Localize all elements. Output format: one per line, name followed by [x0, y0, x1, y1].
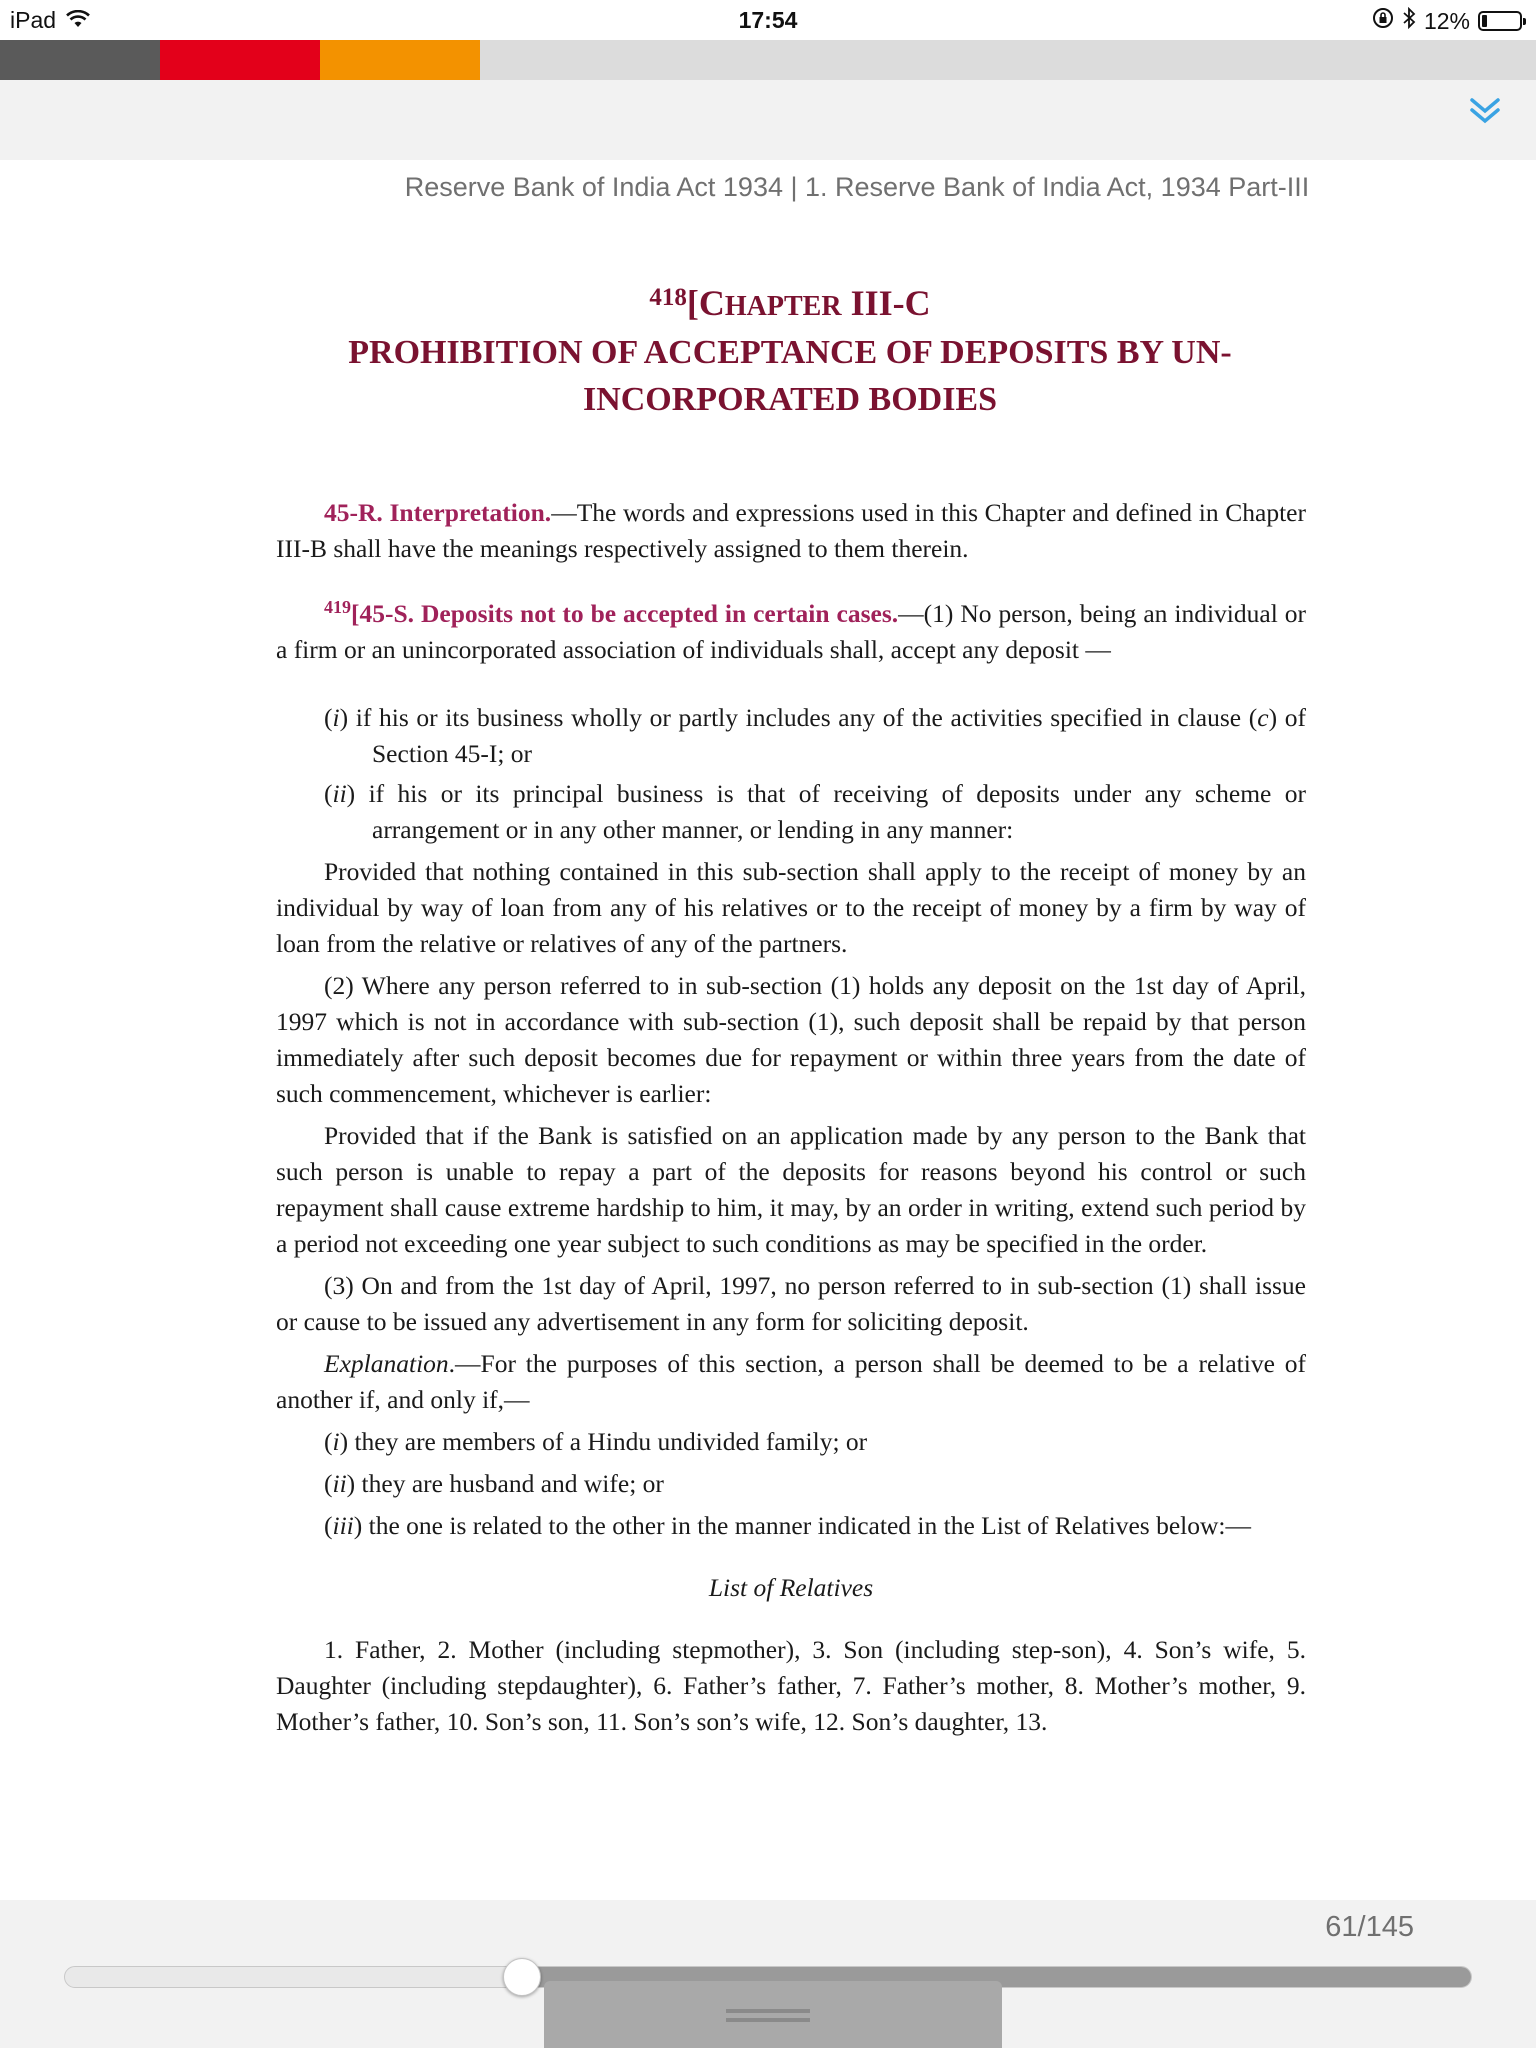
chapter-heading	[200, 276, 1380, 423]
chapter-bracket: [	[686, 283, 699, 323]
bluetooth-icon	[1402, 7, 1416, 35]
sub-section-3: (3) On and from the 1st day of April, 1997, no person referred to in sub-section (1) shall issue or cause to be issued any advertisement in any form for soliciting deposit.	[276, 1271, 1306, 1336]
clause-ii: (ii) if his or its principal business is that of receiving of deposits under any scheme or arrangement or in any other manner, or lending in any manner:	[324, 779, 1306, 844]
section-45s	[276, 589, 1306, 668]
reader-toolbar	[0, 80, 1536, 160]
clock: 17:54	[738, 7, 798, 33]
grip-line	[726, 2018, 810, 2022]
clause-i: (i) if his or its business wholly or partly includes any of the activities specified in clause (c) of Section 45-I; or	[324, 703, 1306, 768]
color-tab[interactable]	[320, 40, 480, 80]
clause-text: ) of Section 45-I; or	[372, 703, 1306, 768]
clause-number: ii	[332, 779, 347, 808]
grip-line	[726, 2009, 810, 2013]
status-right	[1372, 7, 1522, 35]
clause-number: ii	[332, 1469, 347, 1498]
section-45s-text: —(1) No person, being an individual or a firm or an unincorporated association of individuals shall, accept any deposit —	[276, 599, 1306, 664]
double-chevron-down-icon	[1464, 90, 1506, 132]
clause-text: if his or its business wholly or partly includes any of the activities specified in clause (	[355, 703, 1258, 732]
section-45r-heading: 45-R. Interpretation.	[324, 498, 552, 527]
running-head	[0, 172, 1536, 203]
list-of-relatives: 1. Father, 2. Mother (including stepmother), 3. Son (including step-son), 4. Son’s wife, 5. Daughter (including stepdaughter), 6. Father’s father, 7. Father’s mother, 8. Mother’s mother, 9. Mother’s father, 10. Son’s son, 11. Son’s son’s wife, 12. Son’s daughter, 13.	[276, 1635, 1306, 1736]
device-label: iPad	[10, 7, 57, 33]
clause-number: i	[332, 1427, 340, 1456]
explanation-clause-i: (i) they are members of a Hindu undivided family; or	[324, 1427, 868, 1456]
sub-section-2: (2) Where any person referred to in sub-section (1) holds any deposit on the 1st day of April, 1997 which is not in accordance with sub-section (1), such deposit shall be repaid by that person immediately after such deposit becomes due for repayment or within three years from the date of such commencement, whichever is earlier:	[276, 971, 1306, 1108]
document-color-strip	[0, 40, 1536, 80]
page-counter: 61/145	[1325, 1911, 1414, 1943]
section-45r	[276, 495, 1306, 567]
chapter-label-small: HAPTER	[724, 291, 842, 322]
collapse-toolbar-button[interactable]	[1464, 90, 1506, 132]
section-45s-heading	[324, 599, 898, 628]
battery-percent: 12%	[1423, 7, 1470, 34]
clause-number: i	[332, 703, 340, 732]
explanation	[276, 1346, 1306, 1418]
orientation-lock-icon	[1372, 7, 1394, 35]
footnote-ref[interactable]: 418	[649, 284, 687, 311]
clause-text: the one is related to the other in the manner indicated in the List of Relatives below:—	[368, 1511, 1251, 1540]
color-tab[interactable]	[0, 40, 160, 80]
chapter-label-first: C	[698, 283, 725, 323]
chapter-title-line2: INCORPORATED BODIES	[582, 381, 998, 418]
running-head-text: Reserve Bank of India Act 1934 | 1. Reserve Bank of India Act, 1934 Part-III	[404, 172, 1310, 202]
proviso-2: Provided that if the Bank is satisfied on an application made by any person to the Bank that such person is unable to repay a part of the deposits for reasons beyond his control or such repayment shall cause extreme hardship to him, it may, by an order in writing, extend such period by a period not exceeding one year subject to such conditions as may be specified in the order.	[276, 1121, 1306, 1258]
section-45r-text: —The words and expressions used in this Chapter and defined in Chapter III-B shall have the meanings respectively assigned to them therein.	[276, 498, 1306, 563]
clause-number: iii	[332, 1511, 354, 1540]
battery-icon	[1478, 11, 1522, 31]
list-heading: List of Relatives	[708, 1573, 874, 1602]
explanation-label: Explanation	[324, 1349, 449, 1378]
thumbnail-drawer-handle[interactable]	[544, 1981, 1002, 2048]
explanation-clause-ii: (ii) they are husband and wife; or	[324, 1469, 664, 1498]
color-tab[interactable]	[160, 40, 320, 80]
chapter-label-num: III-C	[850, 283, 931, 323]
clause-text: if his or its principal business is that of receiving of deposits under any scheme or arrangement or in any other manner, or lending in any manner:	[368, 779, 1306, 844]
clause-text: they are husband and wife; or	[361, 1469, 664, 1498]
status-bar	[0, 0, 1536, 40]
clause-text: they are members of a Hindu undivided family; or	[354, 1427, 868, 1456]
page-slider-thumb[interactable]	[503, 1958, 541, 1996]
proviso-1: Provided that nothing contained in this sub-section shall apply to the receipt of money by an individual by way of loan from any of his relatives or to the receipt of money by a firm by way of loan from the relative or relatives of any of the partners.	[276, 857, 1306, 958]
explanation-text: .—For the purposes of this section, a person shall be deemed to be a relative of another if, and only if,—	[276, 1349, 1306, 1414]
clause-ref: c	[1257, 703, 1269, 732]
section-45s-label: [45-S. Deposits not to be accepted in certain cases.	[351, 599, 899, 628]
chapter-title-line1: PROHIBITION OF ACCEPTANCE OF DEPOSITS BY UN-	[348, 334, 1232, 371]
footnote-ref[interactable]: 419	[324, 597, 351, 617]
page-body	[276, 495, 1306, 1740]
chapter-number	[200, 276, 1380, 329]
explanation-clause-iii: (iii) the one is related to the other in the manner indicated in the List of Relatives below:—	[324, 1511, 1251, 1540]
